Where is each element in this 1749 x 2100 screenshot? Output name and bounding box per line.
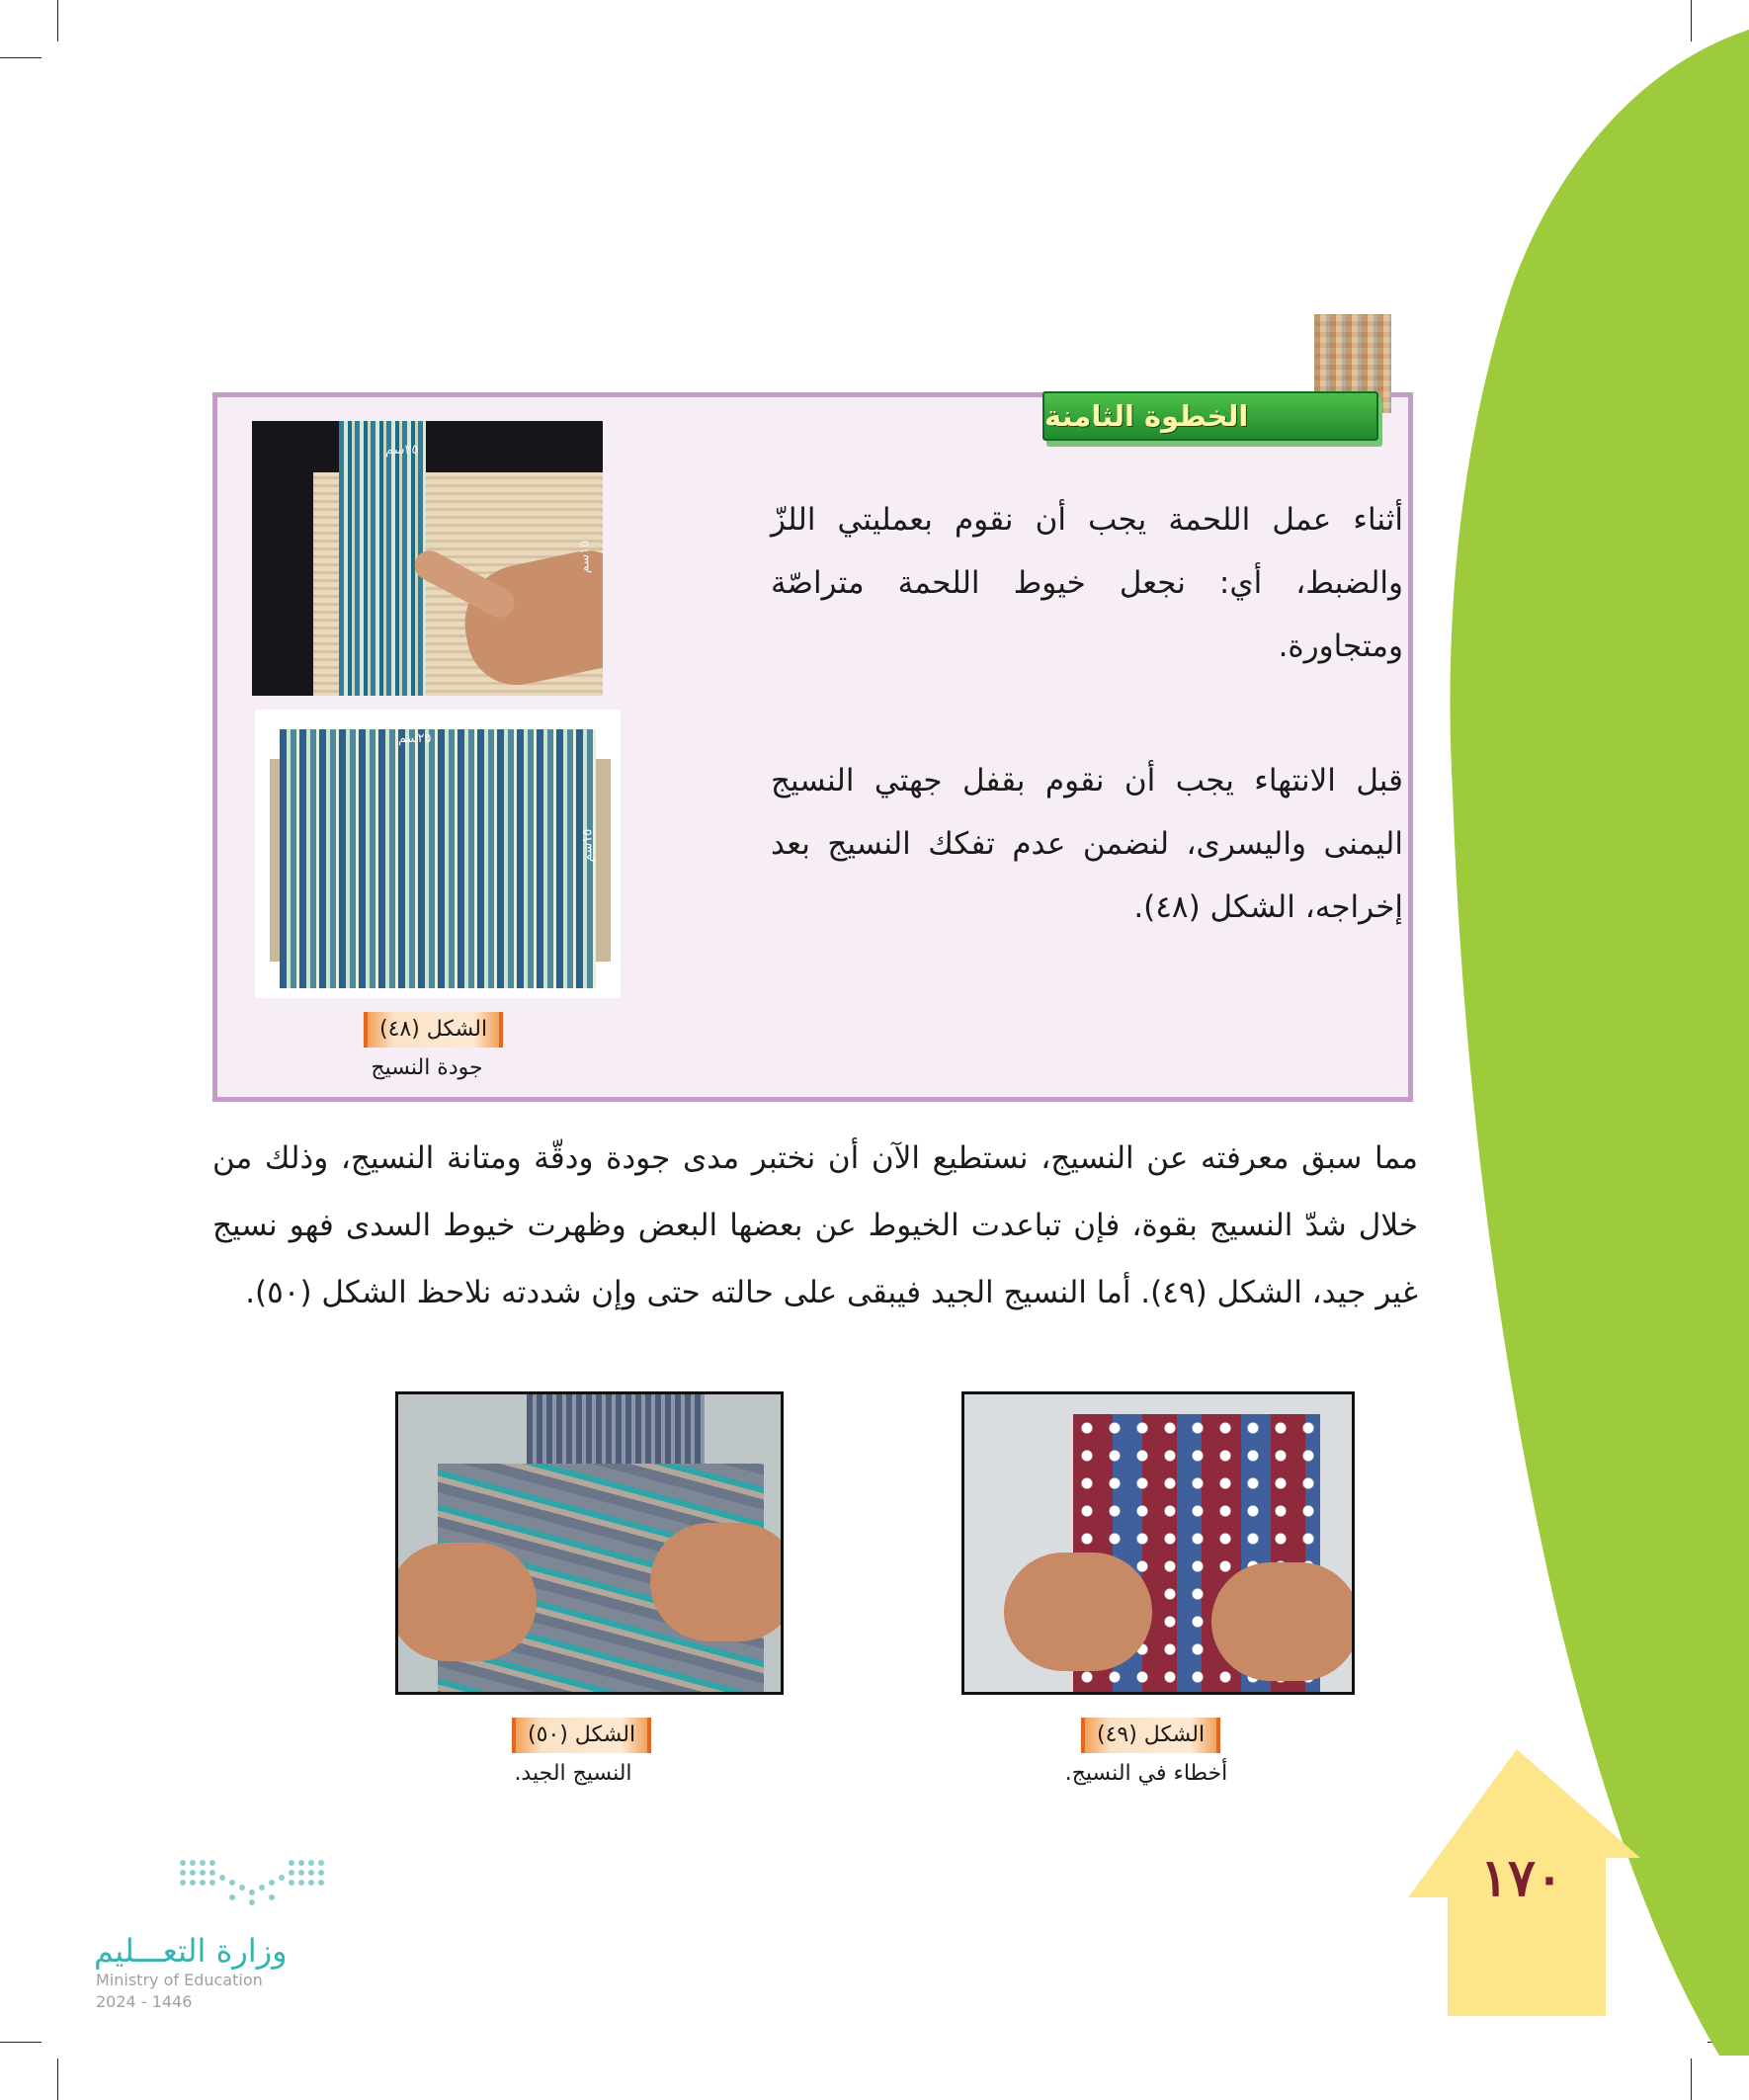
dimension-label-width: ٢٥سم [398,731,432,746]
figure-48-tag: الشكل (٤٨) [364,1012,503,1048]
figure-50-caption: النسيج الجيد. [514,1761,632,1786]
edition-year: 2024 - 1446 [96,1992,193,2011]
ministry-name-arabic: وزارة التعـــليم [94,1932,288,1970]
step-paragraph-2: قبل الانتهاء يجب أن نقوم بقفل جهتي النسيج اليمنى واليسرى، لنضمن عدم تفكك النسيج بعد إخراجه، الشكل (٤٨). [771,763,1403,925]
left-hand [395,1543,537,1661]
figure-49-tag: الشكل (٤٩) [1081,1718,1220,1753]
right-hand [650,1523,784,1641]
crop-mark [0,57,42,58]
figure-48-photo-2 [255,710,621,998]
page-number: ١٧٠ [1480,1848,1563,1908]
dimension-label-height: ١٥سم [577,540,593,574]
figure-49-caption: أخطاء في النسيج. [1064,1761,1228,1786]
crop-mark [0,2042,42,2043]
warp-threads [339,421,426,696]
crop-mark [57,0,58,42]
figure-48-photo-1 [252,421,603,696]
figure-48-caption: جودة النسيج [371,1055,483,1080]
step-badge: الخطوة الثامنة [1042,391,1378,441]
figure-50-tag: الشكل (٥٠) [512,1718,651,1753]
body-paragraph: مما سبق معرفته عن النسيج، نستطيع الآن أن نختبر مدى جودة ودقّة ومتانة النسيج، وذلك من خلال شدّ النسيج بقوة، فإن تباعدت الخيوط عن بعضها البعض وظهرت خيوط السدى فهو نسيج غير جيد، الشكل (٤٩). أما النسيج الجيد فيبقى على حالته حتى وإن شددته نلاحظ الشكل (٥٠). [212,1140,1418,1310]
step-paragraph-1: أثناء عمل اللحمة يجب أن نقوم بعمليتي اللزّ والضبط، أي: نجعل خيوط اللحمة متراصّة ومتجاورة. [771,502,1403,664]
crop-mark [57,2058,58,2100]
ministry-name-english: Ministry of Education [96,1971,263,1989]
figure-50-photo [395,1391,784,1695]
dimension-label-height: ١٥سم [580,828,596,863]
right-hand [1211,1562,1355,1681]
woven-fabric [280,729,596,988]
left-hand [1004,1553,1152,1671]
figure-49-photo [961,1391,1355,1695]
fabric-fringe [527,1394,705,1464]
dimension-label-width: ٢٥سم [385,443,419,458]
